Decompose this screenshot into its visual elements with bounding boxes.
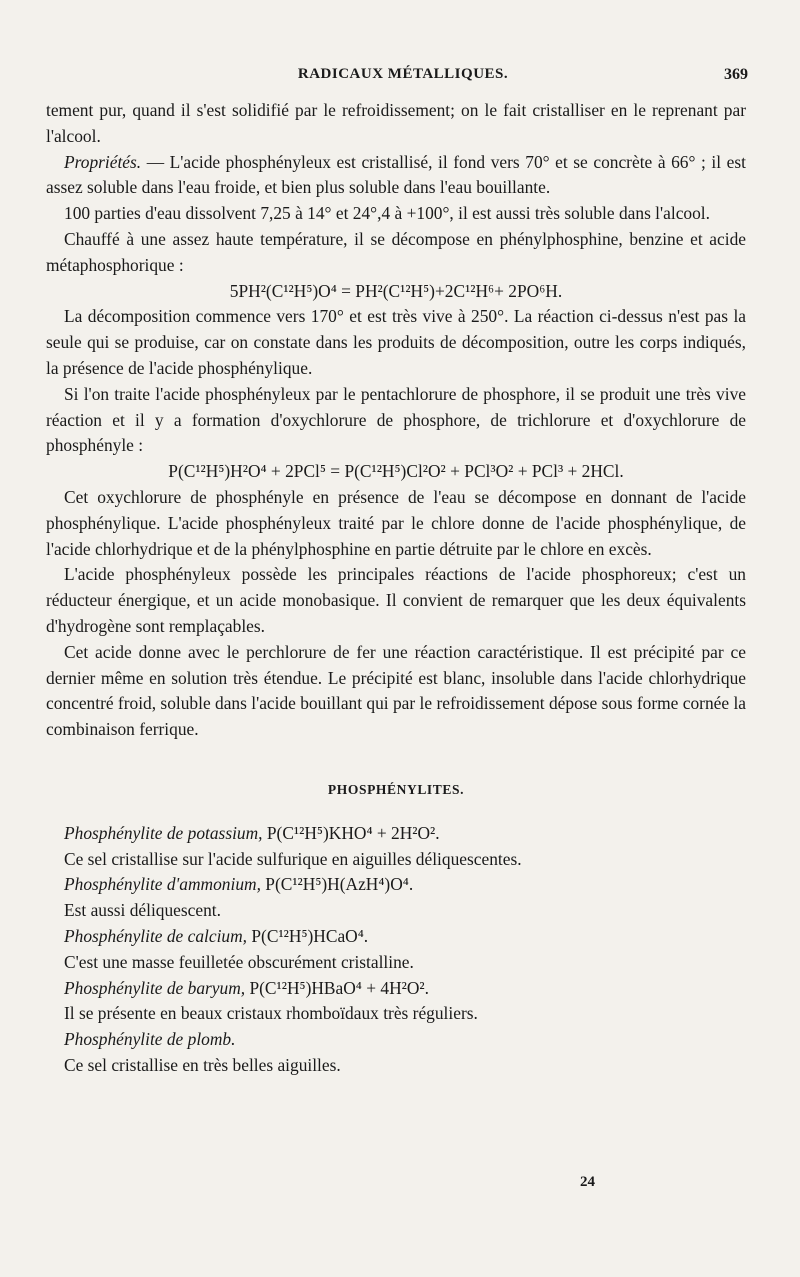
paragraph: tement pur, quand il s'est solidifié par le refroidissement; on le fait cristalliser en le reprenant par l'alcool. bbox=[46, 100, 746, 146]
entry-description: Est aussi déliquescent. bbox=[64, 900, 221, 921]
properties-text: — L'acide phosphényleux est cristallisé, il fond vers 70° et se concrète à 66° ; il est assez soluble dans l'eau froide, et bien plus soluble dans l'eau bouillante. bbox=[46, 151, 746, 198]
chemical-formula: 5PH²(C¹²H⁵)O⁴ = PH²(C¹²H⁵)+2C¹²H⁶+ 2PO⁶H. bbox=[229, 280, 563, 301]
entry-description: Il se présente en beaux cristaux rhomboïdaux très réguliers. bbox=[64, 1003, 478, 1024]
running-title: RADICAUX MÉTALLIQUES. bbox=[297, 66, 509, 82]
entry-formula: P(C¹²H⁵)KHO⁴ + 2H²O². bbox=[266, 822, 440, 843]
entry-title bbox=[46, 924, 746, 950]
entry-name: Phosphénylite de potassium, bbox=[64, 822, 263, 843]
entry-formula: P(C¹²H⁵)H(AzH⁴)O⁴. bbox=[265, 874, 414, 895]
paragraph: La décomposition commence vers 170° et est très vive à 250°. La réaction ci-dessus n'est pas la seule qui se produise, car on constate dans les produits de décomposition, outre les corps indiqués, la présence de l'acide phosphénylique. bbox=[46, 306, 746, 378]
entry-name: Phosphénylite d'ammonium, bbox=[64, 874, 261, 895]
paragraph: Cet acide donne avec le perchlorure de fer une réaction caractéristique. Il est précipité par ce dernier même en solution très étendue. Le précipité est blanc, insoluble dans l'acide chlorhydrique concentré froid, soluble dans l'acide bouillant qui par le refroidissement dépose sous forme cornée la combinaison ferrique. bbox=[46, 641, 746, 740]
paragraph: Cet oxychlorure de phosphényle en présence de l'eau se décompose en donnant de l'acide phosphénylique. L'acide phosphényleux traité par le chlore donne de l'acide phosphénylique, de l'acide chlorhydrique et de la phénylphosphine en partie détruite par le chlore en excès. bbox=[46, 486, 746, 559]
properties-heading: Propriétés. bbox=[64, 151, 142, 172]
entry-name: Phosphénylite de plomb. bbox=[64, 1029, 236, 1050]
entry-title bbox=[46, 976, 746, 1002]
entry-formula: P(C¹²H⁵)HCaO⁴. bbox=[251, 925, 369, 946]
entry-title bbox=[46, 821, 746, 847]
entry-description: Ce sel cristallise sur l'acide sulfurique en aiguilles déliquescentes. bbox=[64, 848, 522, 869]
entry-description: Ce sel cristallise en très belles aiguilles. bbox=[64, 1054, 341, 1075]
paragraph: Chauffé à une assez haute température, il se décompose en phénylphosphine, benzine et acide métaphosphorique : bbox=[46, 228, 746, 275]
entry-name: Phosphénylite de calcium, bbox=[64, 925, 248, 946]
entry-name: Phosphénylite de baryum, bbox=[64, 977, 246, 998]
page-number: 369 bbox=[724, 66, 748, 83]
section-title: PHOSPHÉNYLITES. bbox=[327, 781, 465, 797]
entry-title bbox=[46, 1027, 746, 1053]
entry-title bbox=[46, 872, 746, 898]
paragraph: 100 parties d'eau dissolvent 7,25 à 14° et 24°,4 à +100°, il est aussi très soluble dans l'alcool. bbox=[64, 203, 710, 224]
chemical-formula: P(C¹²H⁵)H²O⁴ + 2PCl⁵ = P(C¹²H⁵)Cl²O² + PCl³O² + PCl³ + 2HCl. bbox=[168, 461, 624, 482]
entry-formula: P(C¹²H⁵)HBaO⁴ + 4H²O². bbox=[249, 977, 429, 998]
paragraph-properties bbox=[46, 150, 746, 202]
page-header bbox=[58, 66, 748, 90]
page-body bbox=[46, 98, 746, 1079]
paragraph: L'acide phosphényleux possède les principales réactions de l'acide phosphoreux; c'est un réducteur énergique, et un acide monobasique. Il convient de remarquer que les deux équivalents d'hydrogène sont remplaçables. bbox=[46, 564, 746, 636]
paragraph: Si l'on traite l'acide phosphényleux par le pentachlorure de phosphore, il se produit une très vive réaction et il y a formation d'oxychlorure de phosphore, de trichlorure et d'oxychlorure de phosphényle : bbox=[46, 383, 746, 456]
entry-description: C'est une masse feuilletée obscurément cristalline. bbox=[64, 951, 414, 972]
signature-mark: 24 bbox=[580, 1174, 595, 1190]
